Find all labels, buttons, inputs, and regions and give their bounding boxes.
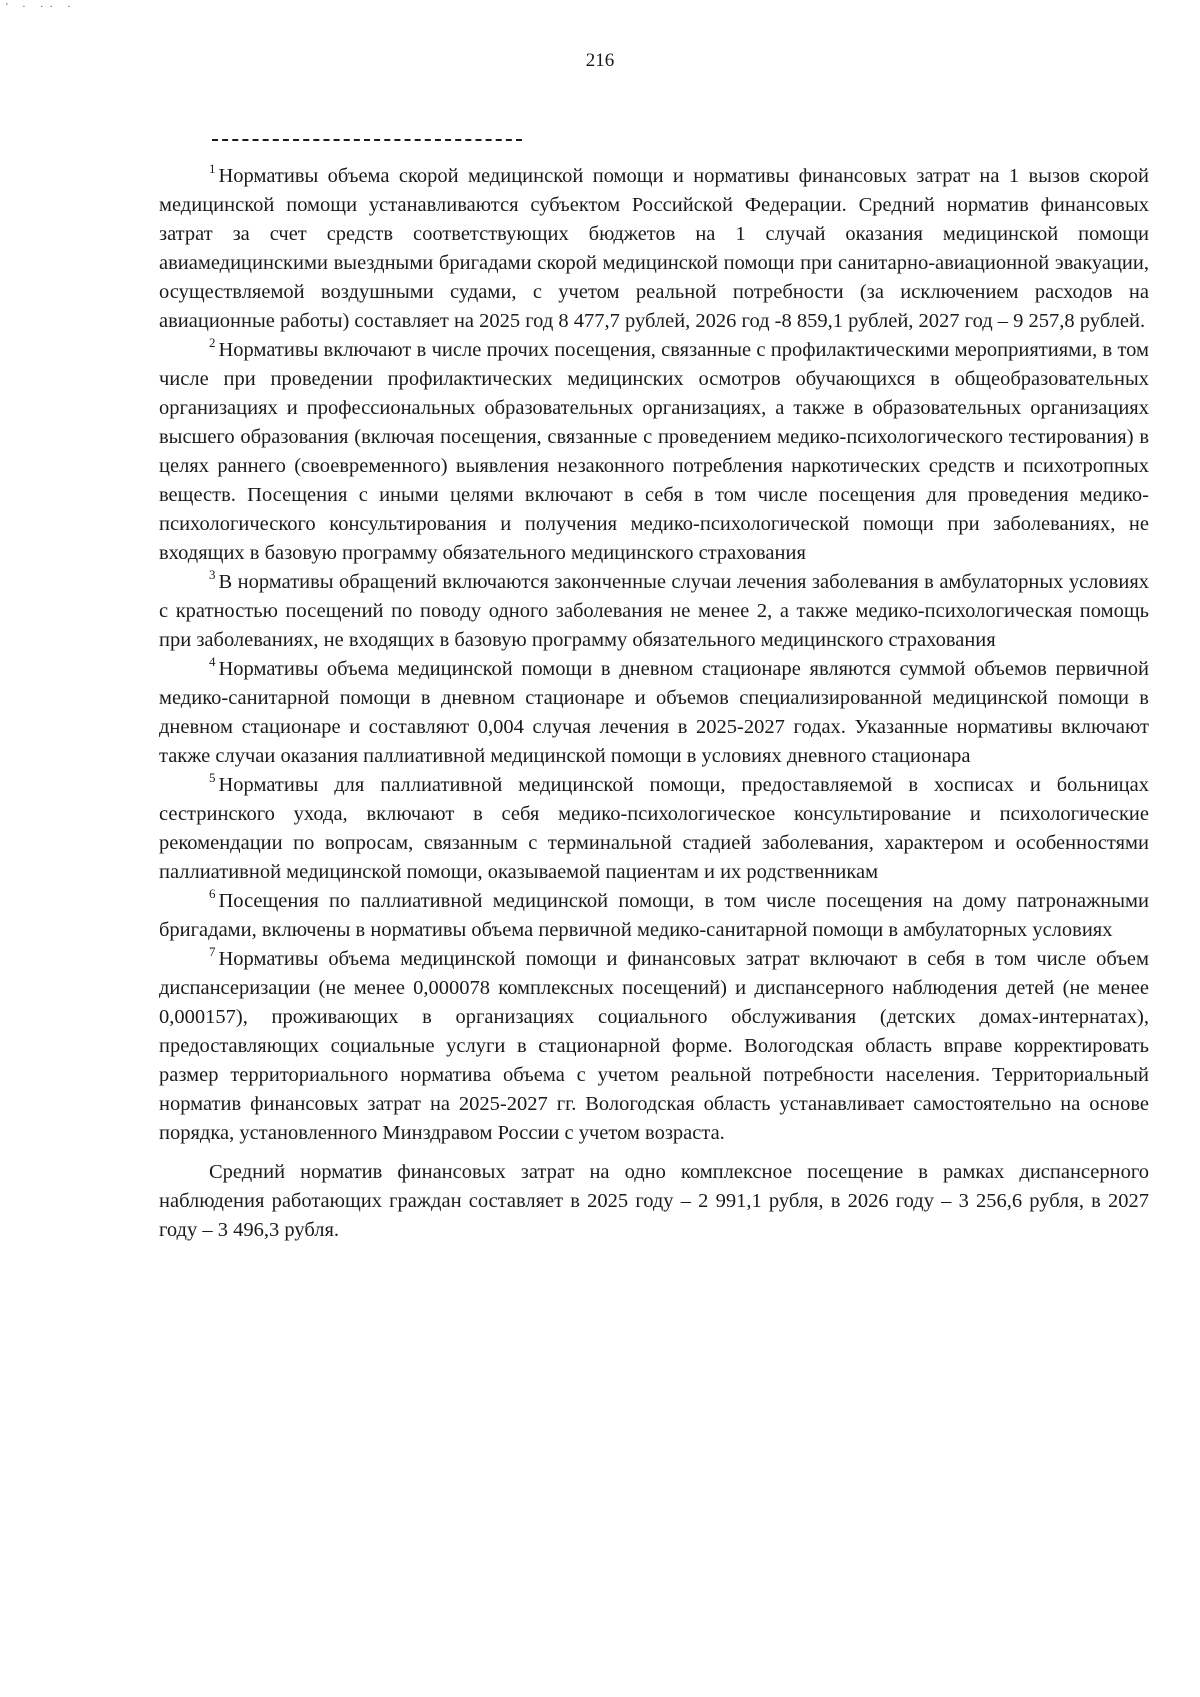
footnote-7: [159, 945, 1149, 1148]
footnote-marker: 4: [209, 654, 216, 669]
footnote-text: Нормативы включают в числе прочих посещения, связанные с профилактическими мероприятиями, в том числе при проведении профилактических медицинских осмотров обучающихся в общеобразовательных организациях и профессиональных образовательных организациях, а также в образовательных организациях высшего образования (включая посещения, связанные с проведением медико-психологического тестирования) в целях раннего (своевременного) выявления незаконного потребления наркотических средств и психотропных веществ. Посещения с иными целями включают в себя в том числе посещения для проведения медико-психологического консультирования и получения медико-психологической помощи при заболеваниях, не входящих в базовую программу обязательного медицинского страхования: [159, 339, 1149, 564]
footnote-1: [159, 162, 1149, 336]
footnote-6: [159, 887, 1149, 945]
footnote-3: [159, 568, 1149, 655]
scan-corner-marks: ' · ·· ·: [6, 2, 77, 13]
footnote-marker: 5: [209, 770, 216, 785]
footnote-marker: 1: [209, 161, 216, 176]
footnote-text: В нормативы обращений включаются законченные случаи лечения заболевания в амбулаторных условиях с кратностью посещений по поводу одного заболевания не менее 2, а также медико-психологическая помощь при заболеваниях, не входящих в базовую программу обязательного медицинского страхования: [159, 571, 1149, 651]
footnote-marker: 2: [209, 335, 216, 350]
footnotes-section: [159, 162, 1149, 1245]
footnote-marker: 3: [209, 567, 216, 582]
footnote-5: [159, 771, 1149, 887]
footnote-text: Посещения по паллиативной медицинской помощи, в том числе посещения на дому патронажными бригадами, включены в нормативы объема первичной медико-санитарной помощи в амбулаторных условиях: [159, 890, 1149, 941]
footnote-4: [159, 655, 1149, 771]
footnote-text: Нормативы объема медицинской помощи в дневном стационаре являются суммой объемов первичной медико-санитарной помощи в дневном стационаре и объемов специализированной медицинской помощи в дневном стационаре и составляют 0,004 случая лечения в 2025-2027 годах. Указанные нормативы включают также случаи оказания паллиативной медицинской помощи в условиях дневного стационара: [159, 658, 1149, 767]
footnote-text: Нормативы объема медицинской помощи и финансовых затрат включают в себя в том числе объем диспансеризации (не менее 0,000078 комплексных посещений) и диспансерного наблюдения детей (не менее 0,000157), проживающих в организациях социального обслуживания (детских домах-интернатах), предоставляющих социальные услуги в стационарной форме. Вологодская область вправе корректировать размер территориального норматива объема с учетом реальной потребности населения. Территориальный норматив финансовых затрат на 2025-2027 гг. Вологодская область устанавливает самостоятельно на основе порядка, установленного Минздравом России с учетом возраста.: [159, 948, 1149, 1144]
footnote-marker: 7: [209, 944, 216, 959]
page-number: 216: [585, 50, 615, 71]
footnote-text: Нормативы объема скорой медицинской помощи и нормативы финансовых затрат на 1 вызов скорой медицинской помощи устанавливаются субъектом Российской Федерации. Средний норматив финансовых затрат за счет средств соответствующих бюджетов на 1 случай оказания медицинской помощи авиамедицинскими выездными бригадами скорой медицинской помощи при санитарно-авиационной эвакуации, осуществляемой воздушными судами, с учетом реальной потребности (за исключением расходов на авиационные работы) составляет на 2025 год 8 477,7 рублей, 2026 год -8 859,1 рублей, 2027 год – 9 257,8 рублей.: [159, 165, 1149, 332]
footnote-marker: 6: [209, 886, 216, 901]
footnote-text: Нормативы для паллиативной медицинской помощи, предоставляемой в хосписах и больницах сестринского ухода, включают в себя медико-психологическое консультирование и психологические рекомендации по вопросам, связанным с терминальной стадией заболевания, характером и особенностями паллиативной медицинской помощи, оказываемой пациентам и их родственникам: [159, 774, 1149, 883]
footnote-separator: [212, 139, 522, 141]
closing-paragraph: Средний норматив финансовых затрат на одно комплексное посещение в рамках диспансерного наблюдения работающих граждан составляет в 2025 году – 2 991,1 рубля, в 2026 году – 3 256,6 рубля, в 2027 году – 3 496,3 рубля.: [159, 1161, 1149, 1241]
footnote-2: [159, 336, 1149, 568]
